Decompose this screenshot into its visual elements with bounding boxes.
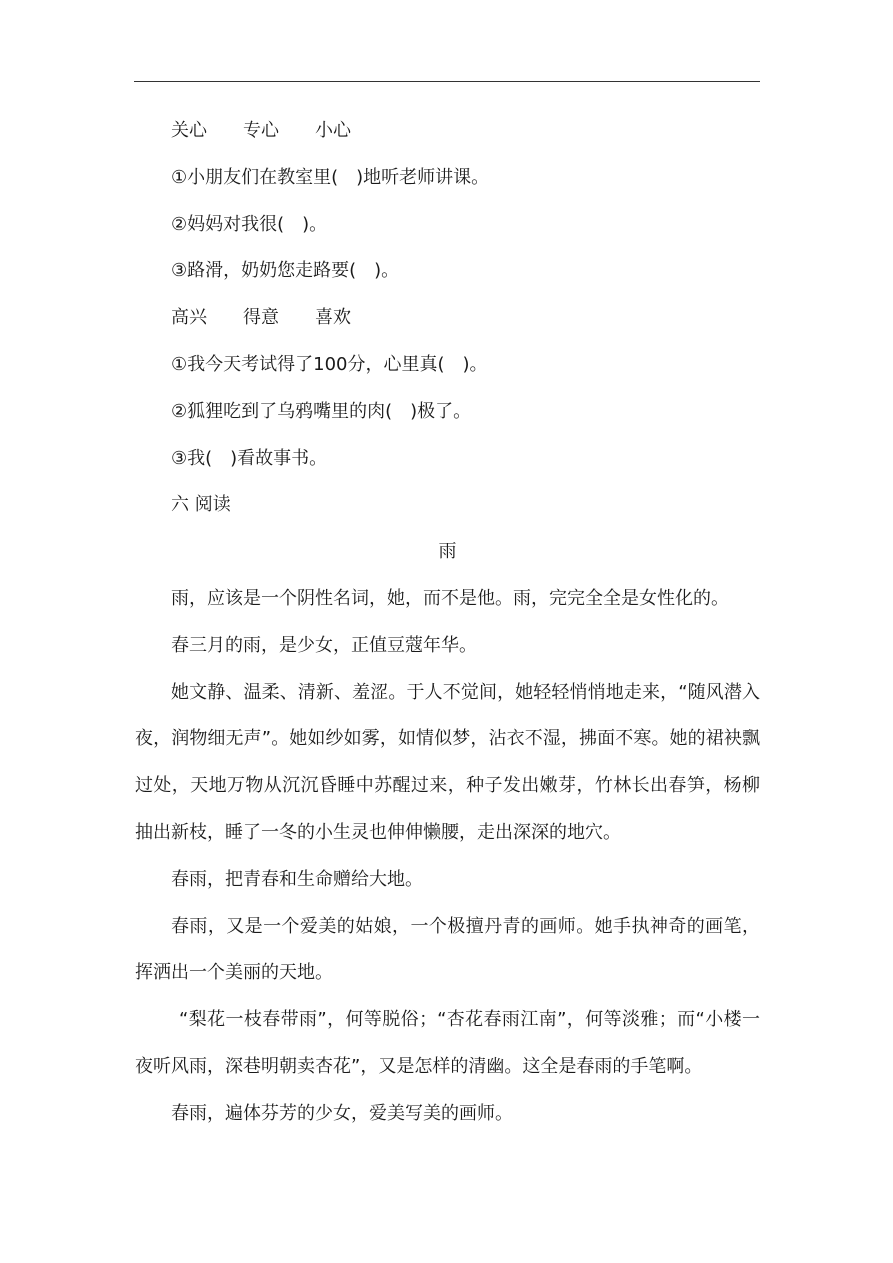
- reading-paragraph: 春雨，又是一个爱美的姑娘，一个极擅丹青的画师。她手执神奇的画笔，挥洒出一个美丽的天地。: [135, 915, 760, 984]
- section-heading: 六 阅读: [171, 494, 231, 516]
- document-content: [135, 108, 760, 1138]
- reading-paragraph: 雨，应该是一个阴性名词，她，而不是他。雨，完完全全是女性化的。: [171, 587, 729, 609]
- question-line: ①我今天考试得了100分，心里真( )。: [171, 353, 488, 375]
- reading-paragraph: 她文静、温柔、清新、羞涩。于人不觉间，她轻轻悄悄地走来，“随风潜入夜，润物细无声”。她如纱如雾，如情似梦，沾衣不湿，拂面不寒。她的裙袂飘过处，天地万物从沉沉昏睡中苏醒过来，种子发出嫩芽，竹林长出春笋，杨柳抽出新枝，睡了一冬的小生灵也伸伸懒腰，走出深深的地穴。: [135, 681, 760, 843]
- word-option: 得意: [243, 307, 279, 329]
- question-line: ③我( )看故事书。: [171, 447, 328, 469]
- word-choice-group-1: [135, 108, 760, 155]
- word-option: 高兴: [171, 307, 207, 329]
- reading-paragraph: 春雨，把青春和生命赠给大地。: [171, 868, 423, 890]
- question-line: ③路滑，奶奶您走路要( )。: [171, 260, 400, 282]
- question-line: ②狐狸吃到了乌鸦嘴里的肉( )极了。: [171, 400, 472, 422]
- reading-paragraph: “梨花一枝春带雨”，何等脱俗；“杏花春雨江南”，何等淡雅；而“小楼一夜听风雨，深巷明朝卖杏花”，又是怎样的清幽。这全是春雨的手笔啊。: [135, 1009, 760, 1077]
- reading-paragraph: 春三月的雨，是少女，正值豆蔻年华。: [171, 634, 477, 656]
- reading-paragraph: 春雨，遍体芬芳的少女，爱美写美的画师。: [171, 1102, 513, 1124]
- word-choice-group-2: [135, 295, 760, 342]
- question-line: ②妈妈对我很( )。: [171, 213, 328, 235]
- reading-title: 雨: [438, 541, 457, 563]
- word-option: 专心: [243, 120, 279, 141]
- word-option: 小心: [315, 120, 351, 141]
- word-option: 喜欢: [315, 307, 351, 329]
- word-option: 关心: [171, 120, 207, 141]
- question-line: ①小朋友们在教室里( )地听老师讲课。: [171, 166, 490, 188]
- header-rule: [134, 81, 760, 82]
